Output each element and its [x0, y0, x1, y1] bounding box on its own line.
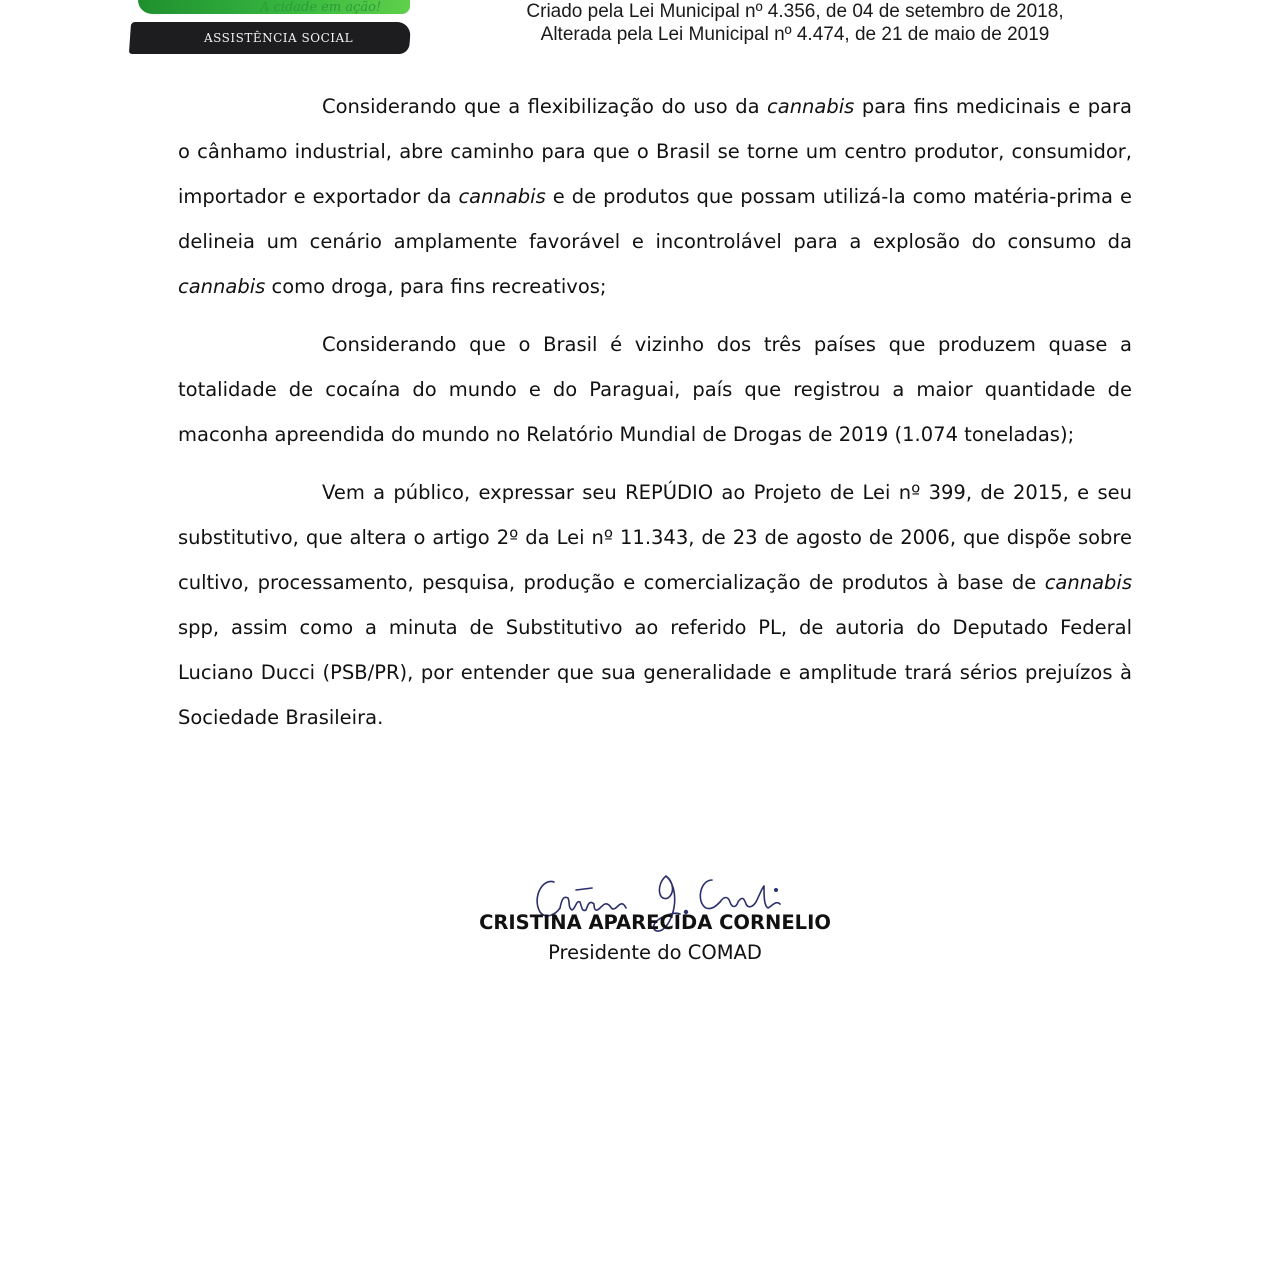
paragraph-3: [178, 470, 1132, 740]
document-body: [178, 84, 1132, 753]
paragraph-text-run: spp, assim como a minuta de Substitutivo ao referido PL, de autoria do Deputado Federal Luciano Ducci (PSB/PR), por entender que sua generalidade e amplitude trará sérios prejuízos à Sociedade Brasileira.: [178, 616, 1132, 729]
logo-tagline: A cidade em ação!: [260, 0, 382, 15]
italic-term: cannabis: [178, 275, 266, 298]
paragraph-text-run: e de produtos que possam utilizá-la como matéria-prima e delineia um cenário amplamente favorável e incontrolável para a explosão do consumo da: [178, 185, 1132, 253]
header-law-references: [470, 0, 1120, 46]
municipal-logo: [130, 0, 420, 62]
paragraph-text-run: para fins medicinais e para o cânhamo industrial, abre caminho para que o Brasil se torne um centro produtor, consumidor, importador e exportador da: [178, 95, 1132, 208]
italic-term: cannabis: [1044, 571, 1132, 594]
signer-role: Presidente do COMAD: [548, 941, 762, 964]
signature-block: [450, 868, 860, 978]
paragraph-text-run: Considerando que a flexibilização do uso da: [322, 95, 768, 118]
italic-term: cannabis: [767, 95, 855, 118]
paragraph-text-run: Vem a público, expressar seu REPÚDIO ao Projeto de Lei nº 399, de 2015, e seu substitutivo, que altera o artigo 2º da Lei nº 11.343, de 23 de agosto de 2006, que dispõe sobre cultivo, processamento, pesquisa, produção e comercialização de produtos à base de: [178, 481, 1132, 594]
header-law-line-2: Alterada pela Lei Municipal nº 4.474, de 21 de maio de 2019: [540, 24, 1050, 45]
logo-department-label: ASSISTÊNCIA SOCIAL: [204, 31, 354, 45]
header-law-line-1: Criado pela Lei Municipal nº 4.356, de 04 de setembro de 2018,: [526, 1, 1064, 22]
paragraph-2: [178, 322, 1132, 457]
signer-name: CRISTINA APARECIDA CORNELIO: [479, 911, 831, 934]
paragraph-1: [178, 84, 1132, 309]
italic-term: cannabis: [458, 185, 546, 208]
paragraph-text-run: Considerando que o Brasil é vizinho dos três países que produzem quase a totalidade de cocaína do mundo e do Paraguai, país que registrou a maior quantidade de maconha apreendida do mundo no Relatório Mundial de Drogas de 2019 (1.074 toneladas);: [178, 333, 1132, 446]
paragraph-text-run: como droga, para fins recreativos;: [265, 275, 607, 298]
